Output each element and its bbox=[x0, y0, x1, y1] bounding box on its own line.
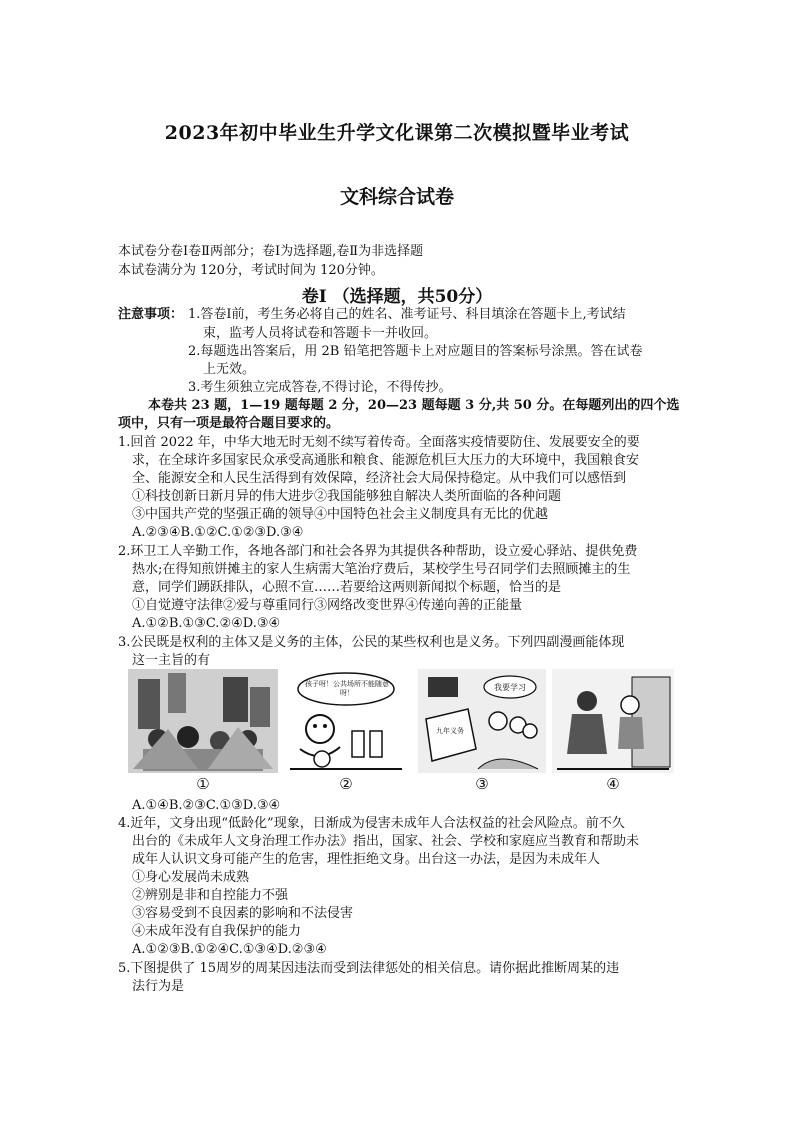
q5-line-1: 5.下图提供了 15周岁的周某因违法而受到法律惩处的相关信息。请你据此推断周某的违 bbox=[118, 961, 620, 976]
q2-line-2: 热水;在得知煎饼摊主的家人生病需大笔治疗费后，某校学生号召同学们去照顾摊主的生 bbox=[132, 562, 631, 577]
q4-answer-choices: A.①②③B.①②④C.①③④D.②③④ bbox=[132, 942, 327, 957]
q1-line-1: 1.回首 2022 年，中华大地无时无刻不续写着传奇。全面落实疫情要防住、发展要安全的要 bbox=[118, 435, 640, 450]
q1-answer-choices: A.②③④B.①②C.①②③D.③④ bbox=[132, 525, 304, 540]
comic-panel-2 bbox=[280, 669, 412, 793]
section-title: 卷Ⅰ （选择题，共50分） bbox=[301, 287, 493, 307]
comic-label-2: ② bbox=[339, 775, 353, 793]
comic-label-3: ③ bbox=[475, 775, 489, 793]
exam-subtitle: 文科综合试卷 bbox=[339, 186, 454, 208]
q4-line-2: 出台的《未成年人文身治理工作办法》指出，国家、社会、学校和家庭应当教育和帮助未 bbox=[132, 834, 640, 849]
q4-line-3: 成年人认识文身可能产生的危害，理性拒绝文身。出台这一办法，是因为未成年人 bbox=[132, 852, 601, 867]
notice-item-1a: 1.答卷Ⅰ前，考生务必将自己的姓名、准考证号、科目填涂在答题卡上,考试结 bbox=[188, 307, 626, 322]
comic-label-4: ④ bbox=[606, 775, 620, 793]
q4-option-2: ②辨别是非和自控能力不强 bbox=[132, 888, 289, 903]
notice-item-3: 3.考生须独立完成答卷,不得讨论，不得传抄。 bbox=[188, 380, 452, 395]
q4-option-3: ③容易受到不良因素的影响和不法侵害 bbox=[132, 906, 354, 921]
q5-line-2: 法行为是 bbox=[132, 979, 185, 994]
comic-3-book-text: 九年义务 bbox=[436, 727, 464, 735]
q3-answer-choices: A.①④B.②③C.①③D.③④ bbox=[132, 798, 281, 813]
notice-item-2a: 2.每题选出答案后，用 2B 铅笔把答题卡上对应题目的答案标号涂黑。答在试卷 bbox=[188, 344, 643, 359]
comic-3-speech-bubble: 我要学习 bbox=[494, 683, 526, 692]
notice-label: 注意事项： bbox=[118, 307, 184, 322]
intro-line-1: 本试卷分卷Ⅰ卷Ⅱ两部分；卷Ⅰ为选择题,卷Ⅱ为非选择题 bbox=[118, 244, 424, 259]
q2-line-1: 2.环卫工人辛勤工作，各地各部门和社会各界为其提供各种帮助，设立爱心驿站、提供免费 bbox=[118, 544, 638, 559]
instructions-line-2: 项中，只有一项是最符合题目要求的。 bbox=[118, 416, 340, 431]
q4-option-1: ①身心发展尚未成熟 bbox=[132, 870, 250, 885]
comic-panel-1 bbox=[128, 669, 278, 793]
q2-line-3: 意，同学们踴跃排队，心照不宣……若要给这两则新闻拟个标题，恰当的是 bbox=[132, 580, 562, 595]
comic-label-1: ① bbox=[196, 775, 210, 793]
q3-line-2: 这一主旨的有 bbox=[132, 653, 211, 668]
q2-answer-choices: A.①②B.①③C.②④D.③④ bbox=[132, 616, 281, 631]
q1-option-line-2: ③中国共产党的坚强正确的领导④中国特色社会主义制度具有无比的优越 bbox=[132, 507, 549, 522]
q3-line-1: 3.公民既是权利的主体又是义务的主体，公民的某些权利也是义务。下列四副漫画能体现 bbox=[118, 635, 625, 650]
q1-option-line-1: ①科技创新日新月异的伟大进步②我国能够独自解决人类所面临的各种问题 bbox=[132, 489, 562, 504]
exam-title: 2023年初中毕业生升学文化课第二次模拟暨毕业考试 bbox=[164, 122, 630, 144]
instructions-line-1: 本卷共 23 题，1—19 题每题 2 分，20—23 题每题 3 分,共 50 分。在每题列出的四个选 bbox=[148, 398, 680, 413]
q3-comic-strip bbox=[128, 669, 674, 793]
q4-line-1: 4.近年，文身出现“低龄化”现象，日渐成为侵害未成年人合法权益的社会风险点。前不久 bbox=[118, 816, 625, 831]
comic-panel-3 bbox=[418, 669, 546, 793]
q1-line-2: 求，在全球许多国家民众承受高通胀和粮食、能源危机巨大压力的大环境中，我国粮食安 bbox=[132, 453, 640, 468]
comic-panel-4 bbox=[552, 669, 674, 793]
comic-2-speech-bubble: 孩子呀！公共场所不能随意呀！ bbox=[305, 680, 389, 697]
notice-item-2b: 上无效。 bbox=[203, 362, 256, 377]
intro-line-2: 本试卷满分为 120分，考试时间为 120分钟。 bbox=[118, 263, 384, 278]
q1-line-3: 全、能源安全和人民生活得到有效保障，经济社会大局保持稳定。从中我们可以感悟到 bbox=[132, 471, 627, 486]
q2-option-line: ①自觉遵守法律②爱与尊重同行③网络改变世界④传递向善的正能量 bbox=[132, 598, 523, 613]
notice-item-1b: 束，监考人员将试卷和答题卡一并收回。 bbox=[203, 326, 438, 341]
q4-option-4: ④未成年没有自我保护的能力 bbox=[132, 924, 302, 939]
